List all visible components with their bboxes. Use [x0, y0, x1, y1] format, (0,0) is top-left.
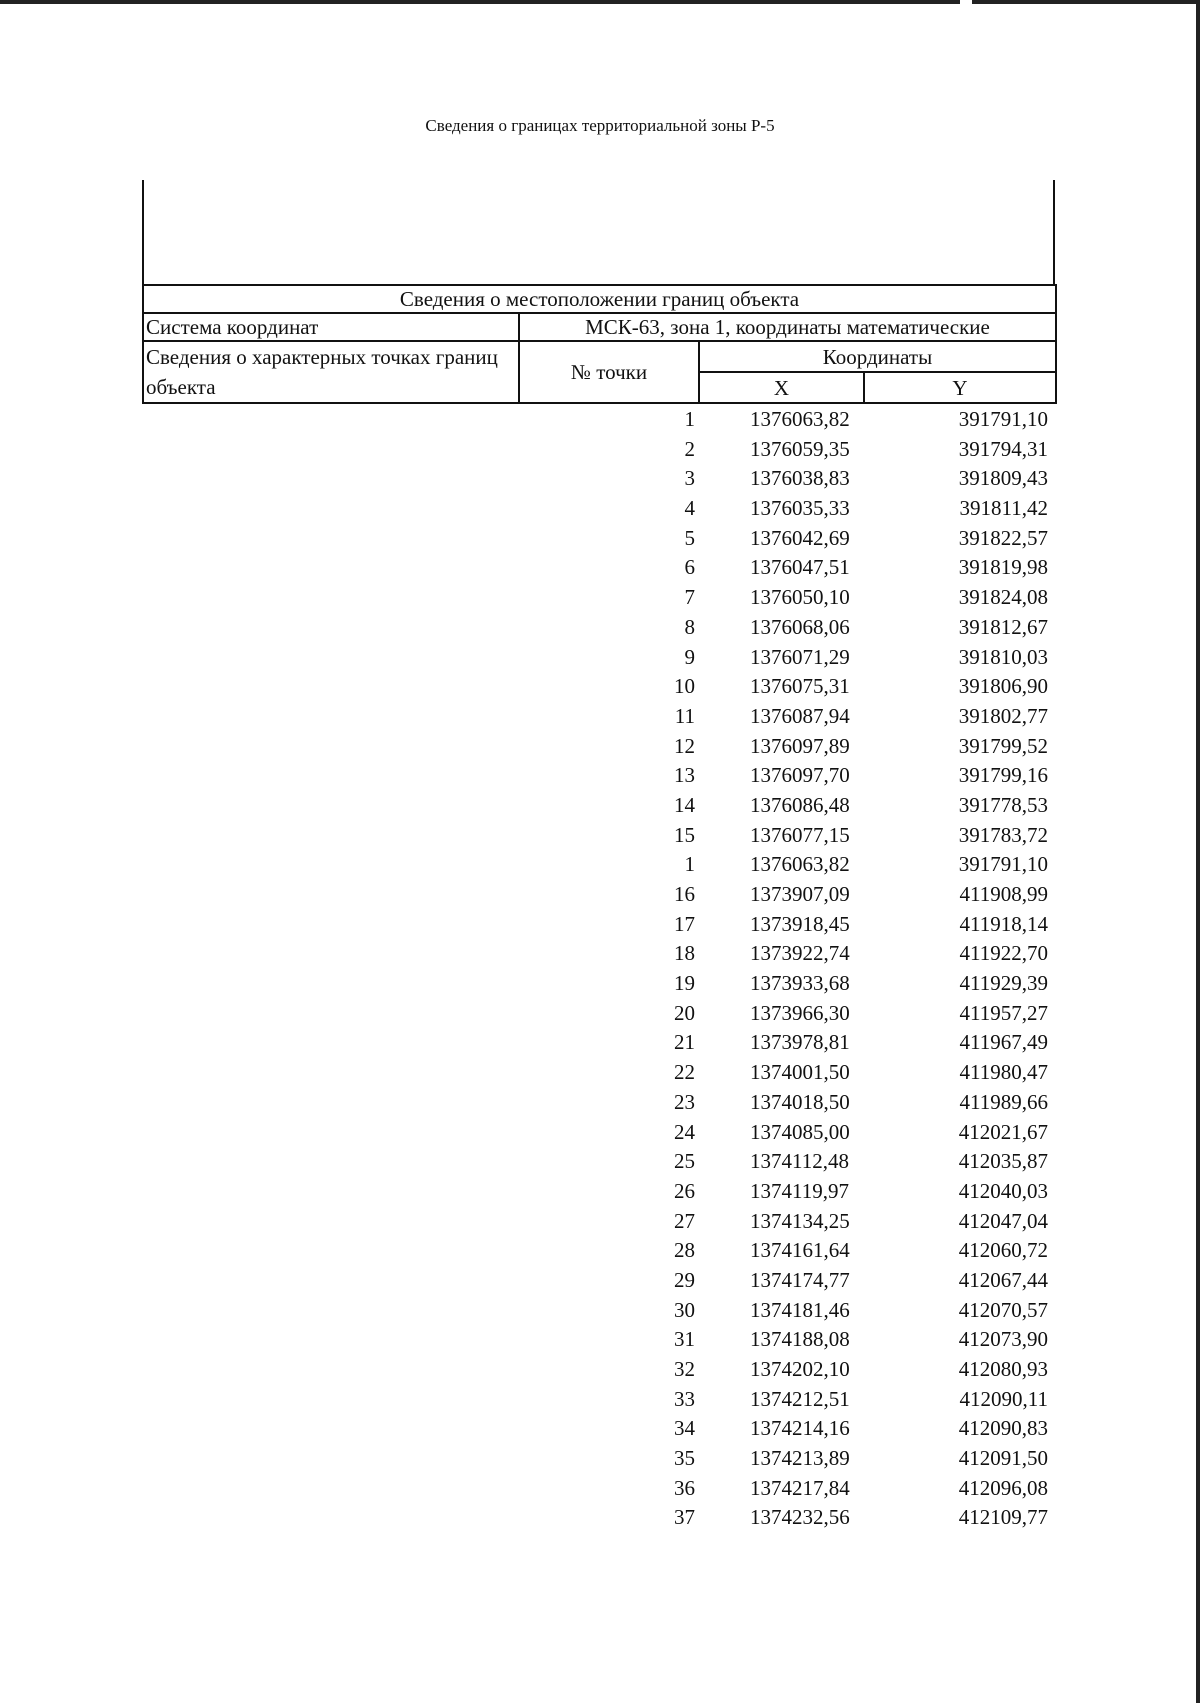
x-coordinate: 1376075,31 [750, 674, 850, 699]
table-row [0, 523, 1200, 553]
y-coordinate: 412040,03 [958, 1178, 1048, 1203]
x-coordinate: 1376086,48 [750, 792, 850, 817]
table-row [0, 879, 1200, 909]
coord-system-value: МСК-63, зона 1, координаты математические [519, 313, 1056, 341]
frame-left-border [142, 180, 144, 285]
point-number: 8 [684, 614, 695, 639]
point-number: 22 [674, 1060, 695, 1085]
x-coordinate: 1374181,46 [750, 1297, 850, 1322]
x-coordinate: 1374134,25 [750, 1208, 850, 1233]
y-coordinate: 391812,67 [958, 614, 1048, 639]
point-number: 29 [674, 1267, 695, 1292]
y-coordinate: 391791,10 [958, 852, 1048, 877]
point-number: 35 [674, 1446, 695, 1471]
y-coordinate: 411922,70 [959, 941, 1048, 966]
point-number: 11 [674, 703, 695, 728]
coordinates-header: Координаты [699, 341, 1056, 372]
table-row [0, 760, 1200, 790]
x-coordinate: 1376077,15 [750, 822, 850, 847]
table-row [0, 790, 1200, 820]
y-coordinate: 391791,10 [958, 407, 1048, 431]
x-coordinate: 1373922,74 [750, 941, 850, 966]
table-row [0, 938, 1200, 968]
table-row [0, 1295, 1200, 1325]
x-coordinate: 1374119,97 [750, 1178, 849, 1203]
point-number: 15 [674, 822, 695, 847]
table-row [0, 434, 1200, 464]
y-coordinate: 391811,42 [959, 496, 1048, 521]
table-row [0, 820, 1200, 850]
point-number: 34 [674, 1416, 695, 1441]
coordinate-rows [0, 404, 1200, 1532]
y-coordinate: 391809,43 [958, 466, 1048, 491]
x-coordinate: 1374213,89 [750, 1446, 850, 1471]
table-row [0, 998, 1200, 1028]
table-row [0, 909, 1200, 939]
point-number-header: № точки [519, 341, 699, 403]
table-row [0, 404, 1200, 434]
x-coordinate: 1374202,10 [750, 1357, 850, 1381]
x-header: X [699, 372, 864, 403]
y-coordinate: 391806,90 [958, 674, 1048, 699]
y-coordinate: 411918,14 [959, 911, 1048, 936]
x-coordinate: 1374174,77 [750, 1267, 850, 1292]
table-row [0, 642, 1200, 672]
point-number: 9 [684, 644, 695, 669]
table-row [0, 1413, 1200, 1443]
point-number: 10 [674, 674, 695, 699]
point-number: 36 [674, 1475, 695, 1500]
y-coordinate: 412096,08 [958, 1475, 1048, 1500]
y-coordinate: 412021,67 [958, 1119, 1048, 1144]
y-coordinate: 391822,57 [958, 525, 1048, 550]
table-row [0, 1057, 1200, 1087]
y-coordinate: 412080,93 [958, 1357, 1048, 1381]
x-coordinate: 1376097,70 [750, 763, 850, 788]
point-number: 16 [674, 882, 695, 906]
table-row [0, 701, 1200, 731]
y-coordinate: 412073,90 [958, 1327, 1048, 1352]
x-coordinate: 1374212,51 [750, 1386, 850, 1411]
point-number: 4 [684, 496, 695, 521]
table-row [0, 1265, 1200, 1295]
point-number: 5 [684, 525, 695, 550]
x-coordinate: 1374214,16 [750, 1416, 850, 1441]
y-coordinate: 412090,11 [959, 1386, 1048, 1411]
y-coordinate: 391794,31 [958, 436, 1048, 461]
table-row [0, 1384, 1200, 1414]
x-coordinate: 1376042,69 [750, 525, 850, 550]
point-number: 1 [684, 407, 695, 431]
x-coordinate: 1374232,56 [750, 1505, 850, 1530]
y-coordinate: 412090,83 [958, 1416, 1048, 1441]
point-number: 18 [674, 941, 695, 966]
table-row [0, 463, 1200, 493]
table-row [0, 1117, 1200, 1147]
point-number: 23 [674, 1089, 695, 1114]
table-row [0, 1473, 1200, 1503]
y-coordinate: 391783,72 [958, 822, 1048, 847]
boundary-header-table [142, 284, 1057, 404]
table-row [0, 1176, 1200, 1206]
y-coordinate: 411989,66 [959, 1089, 1048, 1114]
x-coordinate: 1376035,33 [750, 496, 850, 521]
x-coordinate: 1374018,50 [750, 1089, 850, 1114]
point-number: 27 [674, 1208, 695, 1233]
x-coordinate: 1376068,06 [750, 614, 850, 639]
points-label: Сведения о характерных точках границ объекта [143, 341, 519, 403]
point-number: 32 [674, 1357, 695, 1381]
table-row [0, 1502, 1200, 1532]
y-coordinate: 391819,98 [958, 555, 1048, 580]
x-coordinate: 1374161,64 [750, 1238, 850, 1263]
table-row [0, 1354, 1200, 1384]
x-coordinate: 1373907,09 [750, 882, 850, 906]
y-coordinate: 412060,72 [958, 1238, 1048, 1263]
point-number: 17 [674, 911, 695, 936]
table-row [0, 1027, 1200, 1057]
point-number: 21 [674, 1030, 695, 1055]
x-coordinate: 1376050,10 [750, 585, 850, 610]
point-number: 24 [674, 1119, 695, 1144]
section-heading: Сведения о местоположении границ объекта [143, 285, 1056, 313]
point-number: 13 [674, 763, 695, 788]
point-number: 30 [674, 1297, 695, 1322]
x-coordinate: 1374085,00 [750, 1119, 850, 1144]
y-coordinate: 412109,77 [958, 1505, 1048, 1530]
x-coordinate: 1376097,89 [750, 733, 850, 758]
table-row [0, 968, 1200, 998]
x-coordinate: 1373918,45 [750, 911, 850, 936]
point-number: 20 [674, 1000, 695, 1025]
point-number: 6 [684, 555, 695, 580]
x-coordinate: 1373933,68 [750, 971, 850, 996]
point-number: 19 [674, 971, 695, 996]
point-number: 2 [684, 436, 695, 461]
y-coordinate: 391802,77 [958, 703, 1048, 728]
table-row [0, 552, 1200, 582]
y-coordinate: 391778,53 [958, 792, 1048, 817]
x-coordinate: 1376087,94 [750, 703, 850, 728]
table-row [0, 1324, 1200, 1354]
y-coordinate: 411957,27 [959, 1000, 1048, 1025]
x-coordinate: 1374112,48 [750, 1149, 849, 1174]
y-coordinate: 391810,03 [958, 644, 1048, 669]
table-row [0, 1146, 1200, 1176]
x-coordinate: 1373966,30 [750, 1000, 850, 1025]
x-coordinate: 1376063,82 [750, 407, 850, 431]
y-coordinate: 412070,57 [958, 1297, 1048, 1322]
x-coordinate: 1374217,84 [750, 1475, 850, 1500]
x-coordinate: 1376038,83 [750, 466, 850, 491]
table-row [0, 612, 1200, 642]
y-coordinate: 391799,52 [958, 733, 1048, 758]
x-coordinate: 1376063,82 [750, 852, 850, 877]
y-header: Y [864, 372, 1056, 403]
point-number: 31 [674, 1327, 695, 1352]
document-title: Сведения о границах территориальной зоны Р-5 [425, 116, 775, 135]
table-row [0, 582, 1200, 612]
point-number: 1 [684, 852, 695, 877]
table-row [0, 1443, 1200, 1473]
point-number: 3 [684, 466, 695, 491]
y-coordinate: 411967,49 [959, 1030, 1048, 1055]
x-coordinate: 1374001,50 [750, 1060, 850, 1085]
point-number: 26 [674, 1178, 695, 1203]
frame-right-border [1053, 180, 1055, 285]
point-number: 28 [674, 1238, 695, 1263]
y-coordinate: 411929,39 [959, 971, 1048, 996]
point-number: 33 [674, 1386, 695, 1411]
table-row [0, 1235, 1200, 1265]
y-coordinate: 391824,08 [958, 585, 1048, 610]
table-row [0, 849, 1200, 879]
x-coordinate: 1376071,29 [750, 644, 850, 669]
table-row [0, 671, 1200, 701]
point-number: 12 [674, 733, 695, 758]
x-coordinate: 1373978,81 [750, 1030, 850, 1055]
coord-system-label: Система координат [143, 313, 519, 341]
table-row [0, 731, 1200, 761]
y-coordinate: 411908,99 [959, 882, 1048, 906]
y-coordinate: 412047,04 [958, 1208, 1048, 1233]
x-coordinate: 1376059,35 [750, 436, 850, 461]
y-coordinate: 411980,47 [959, 1060, 1048, 1085]
y-coordinate: 412091,50 [958, 1446, 1048, 1471]
point-number: 7 [684, 585, 695, 610]
y-coordinate: 412035,87 [958, 1149, 1048, 1174]
table-row [0, 1206, 1200, 1236]
y-coordinate: 391799,16 [958, 763, 1048, 788]
scan-edge-top [0, 0, 1200, 4]
point-number: 25 [674, 1149, 695, 1174]
table-row [0, 1087, 1200, 1117]
point-number: 14 [674, 792, 695, 817]
x-coordinate: 1374188,08 [750, 1327, 850, 1352]
y-coordinate: 412067,44 [958, 1267, 1048, 1292]
x-coordinate: 1376047,51 [750, 555, 850, 580]
point-number: 37 [674, 1505, 695, 1530]
table-row [0, 493, 1200, 523]
